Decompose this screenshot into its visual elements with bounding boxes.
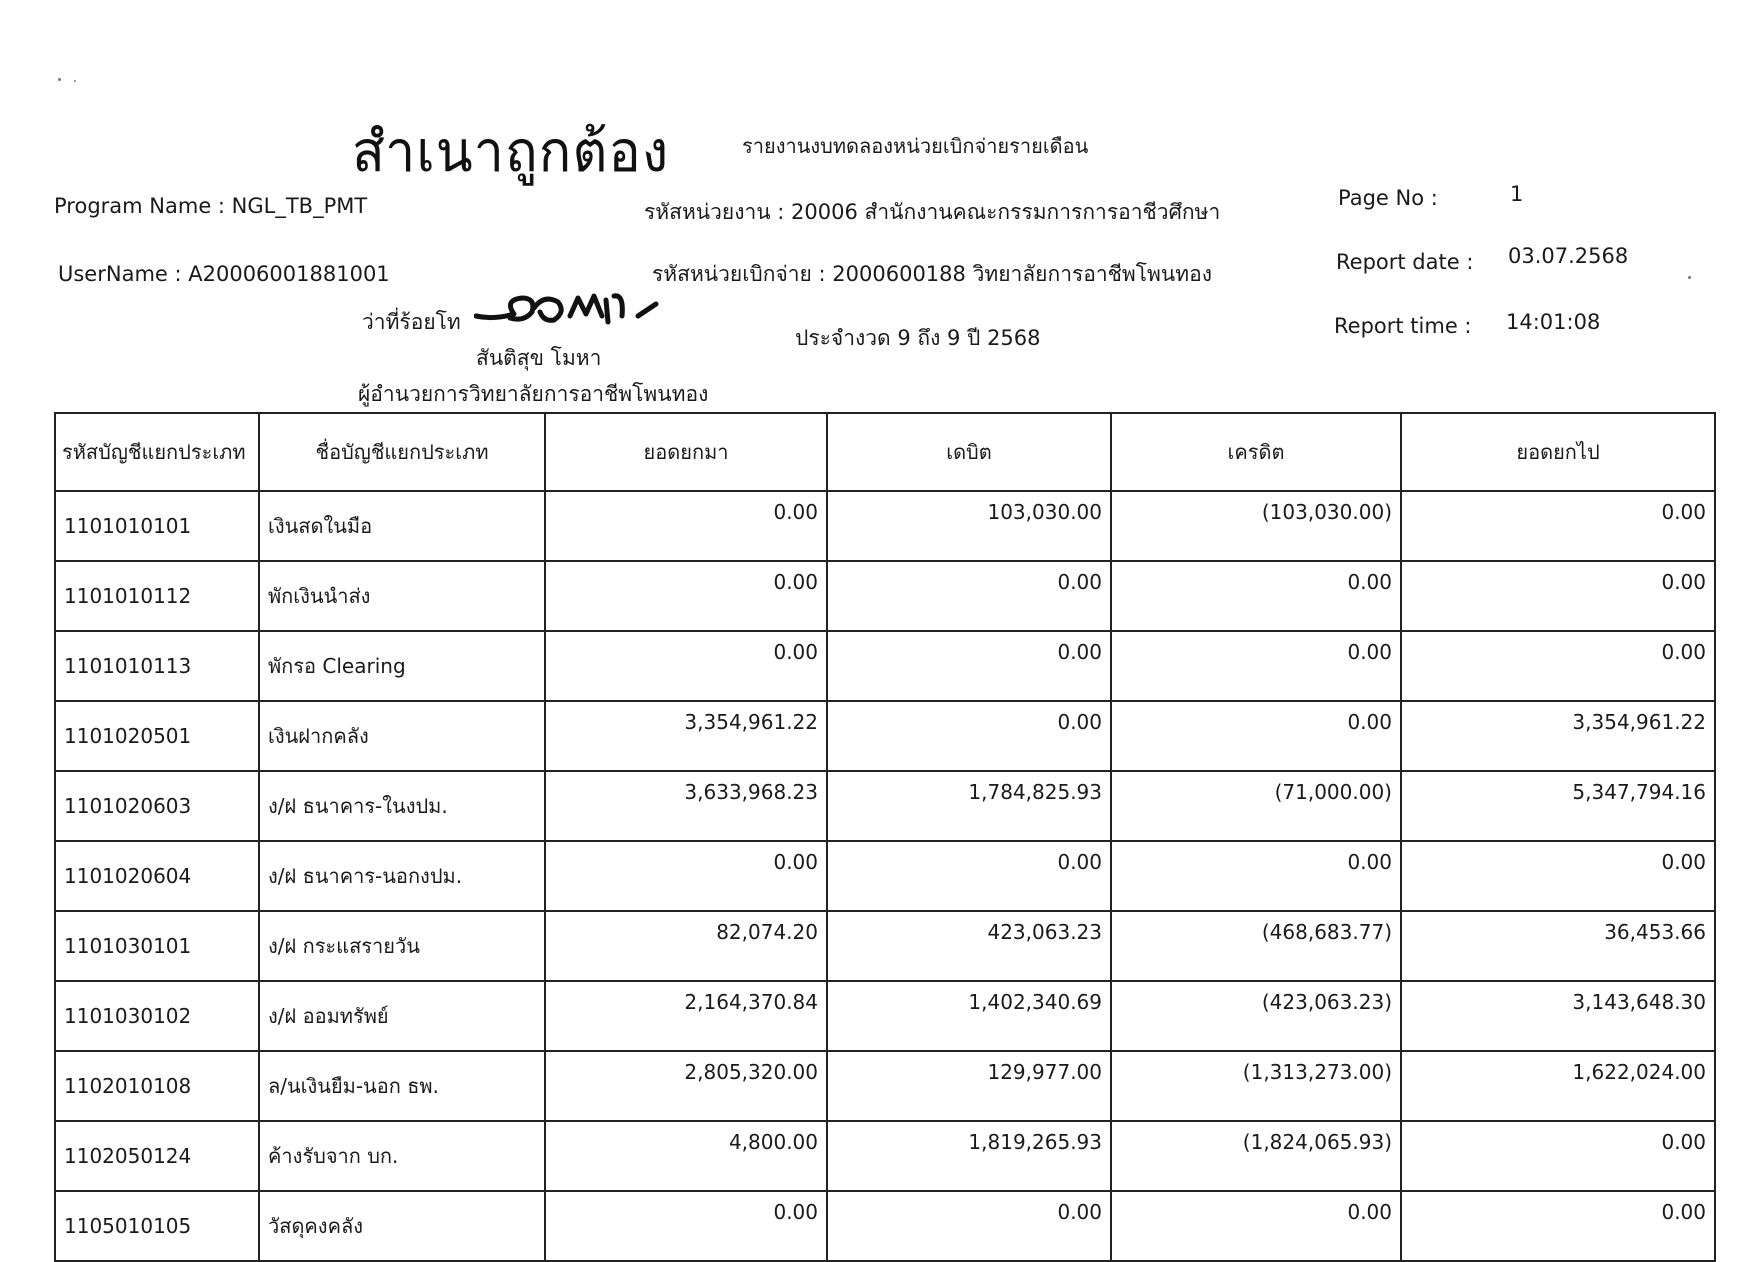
account-name: เงินสดในมือ: [259, 491, 545, 561]
disbursement-unit: รหัสหน่วยเบิกจ่าย : 2000600188 วิทยาลัยการอาชีพโพนทอง: [652, 262, 1212, 286]
table-row: [55, 841, 1715, 911]
account-code: 1101010113: [55, 631, 259, 701]
table-row: [55, 491, 1715, 561]
agency-code: รหัสหน่วยงาน : 20006 สำนักงานคณะกรรมการการอาชีวศึกษา: [644, 200, 1221, 224]
debit: 103,030.00: [827, 491, 1111, 561]
carried-forward: 36,453.66: [1401, 911, 1715, 981]
account-code: 1101020501: [55, 701, 259, 771]
carried-forward: 0.00: [1401, 561, 1715, 631]
account-name: ง/ฝ ออมทรัพย์: [259, 981, 545, 1051]
credit: (468,683.77): [1111, 911, 1401, 981]
account-code: 1102010108: [55, 1051, 259, 1121]
credit: (103,030.00): [1111, 491, 1401, 561]
credit: (423,063.23): [1111, 981, 1401, 1051]
credit: 0.00: [1111, 631, 1401, 701]
account-name: พักรอ Clearing: [259, 631, 545, 701]
col-header-debit: เดบิต: [827, 413, 1111, 491]
account-code: 1102050124: [55, 1121, 259, 1191]
col-header-account-name: ชื่อบัญชีแยกประเภท: [259, 413, 545, 491]
table-row: [55, 1121, 1715, 1191]
carried-forward: 0.00: [1401, 631, 1715, 701]
certified-copy-stamp: สำเนาถูกต้อง: [352, 118, 670, 185]
debit: 0.00: [827, 1191, 1111, 1261]
brought-forward: 4,800.00: [545, 1121, 827, 1191]
account-code: 1101010101: [55, 491, 259, 561]
report-time-label: Report time :: [1334, 314, 1472, 338]
page-no-value: 1: [1510, 182, 1524, 206]
debit: 1,819,265.93: [827, 1121, 1111, 1191]
signer-rank: ว่าที่ร้อยโท: [362, 310, 461, 334]
table-row: [55, 561, 1715, 631]
brought-forward: 2,805,320.00: [545, 1051, 827, 1121]
scan-speck: [58, 78, 61, 81]
account-name: ล/นเงินยืม-นอก ธพ.: [259, 1051, 545, 1121]
account-name: วัสดุคงคลัง: [259, 1191, 545, 1261]
debit: 423,063.23: [827, 911, 1111, 981]
brought-forward: 82,074.20: [545, 911, 827, 981]
credit: (1,313,273.00): [1111, 1051, 1401, 1121]
handwritten-signature: [474, 286, 664, 336]
signer-position: ผู้อำนวยการวิทยาลัยการอาชีพโพนทอง: [358, 382, 709, 406]
credit: 0.00: [1111, 701, 1401, 771]
account-code: 1101020603: [55, 771, 259, 841]
table-header-row: [55, 413, 1715, 491]
table-row: [55, 981, 1715, 1051]
scan-speck: [74, 80, 76, 82]
account-name: ง/ฝ กระแสรายวัน: [259, 911, 545, 981]
account-name: ค้างรับจาก บก.: [259, 1121, 545, 1191]
credit: 0.00: [1111, 561, 1401, 631]
credit: 0.00: [1111, 841, 1401, 911]
account-name: ง/ฝ ธนาคาร-ในงปม.: [259, 771, 545, 841]
brought-forward: 0.00: [545, 491, 827, 561]
program-name: Program Name : NGL_TB_PMT: [54, 194, 368, 218]
account-name: ง/ฝ ธนาคาร-นอกงปม.: [259, 841, 545, 911]
account-code: 1101030102: [55, 981, 259, 1051]
credit: 0.00: [1111, 1191, 1401, 1261]
brought-forward: 2,164,370.84: [545, 981, 827, 1051]
carried-forward: 0.00: [1401, 1121, 1715, 1191]
page-no-label: Page No :: [1338, 186, 1438, 210]
brought-forward: 3,354,961.22: [545, 701, 827, 771]
report-date-value: 03.07.2568: [1508, 244, 1629, 268]
brought-forward: 3,633,968.23: [545, 771, 827, 841]
account-name: เงินฝากคลัง: [259, 701, 545, 771]
debit: 129,977.00: [827, 1051, 1111, 1121]
table-row: [55, 1191, 1715, 1261]
user-name: UserName : A20006001881001: [58, 262, 390, 286]
credit: (1,824,065.93): [1111, 1121, 1401, 1191]
account-code: 1101010112: [55, 561, 259, 631]
carried-forward: 3,143,648.30: [1401, 981, 1715, 1051]
carried-forward: 1,622,024.00: [1401, 1051, 1715, 1121]
brought-forward: 0.00: [545, 561, 827, 631]
account-code: 1105010105: [55, 1191, 259, 1261]
trial-balance-table: [54, 412, 1716, 1262]
table-row: [55, 631, 1715, 701]
account-name: พักเงินนำส่ง: [259, 561, 545, 631]
debit: 0.00: [827, 561, 1111, 631]
account-code: 1101020604: [55, 841, 259, 911]
report-period: ประจำงวด 9 ถึง 9 ปี 2568: [795, 326, 1041, 350]
report-date-label: Report date :: [1336, 250, 1474, 274]
credit: (71,000.00): [1111, 771, 1401, 841]
debit: 0.00: [827, 701, 1111, 771]
table-row: [55, 911, 1715, 981]
signer-name: สันติสุข โมหา: [476, 346, 602, 370]
debit: 1,784,825.93: [827, 771, 1111, 841]
carried-forward: 3,354,961.22: [1401, 701, 1715, 771]
col-header-account-code: รหัสบัญชีแยกประเภท: [55, 413, 259, 491]
debit: 0.00: [827, 841, 1111, 911]
table-row: [55, 771, 1715, 841]
col-header-credit: เครดิต: [1111, 413, 1401, 491]
carried-forward: 0.00: [1401, 841, 1715, 911]
debit: 1,402,340.69: [827, 981, 1111, 1051]
report-time-value: 14:01:08: [1506, 310, 1601, 334]
account-code: 1101030101: [55, 911, 259, 981]
scan-speck: [1688, 276, 1691, 279]
brought-forward: 0.00: [545, 631, 827, 701]
col-header-brought-forward: ยอดยกมา: [545, 413, 827, 491]
col-header-carried-forward: ยอดยกไป: [1401, 413, 1715, 491]
carried-forward: 5,347,794.16: [1401, 771, 1715, 841]
carried-forward: 0.00: [1401, 1191, 1715, 1261]
brought-forward: 0.00: [545, 841, 827, 911]
table-row: [55, 1051, 1715, 1121]
report-title: รายงานงบทดลองหน่วยเบิกจ่ายรายเดือน: [742, 134, 1089, 158]
brought-forward: 0.00: [545, 1191, 827, 1261]
carried-forward: 0.00: [1401, 491, 1715, 561]
debit: 0.00: [827, 631, 1111, 701]
table-row: [55, 701, 1715, 771]
